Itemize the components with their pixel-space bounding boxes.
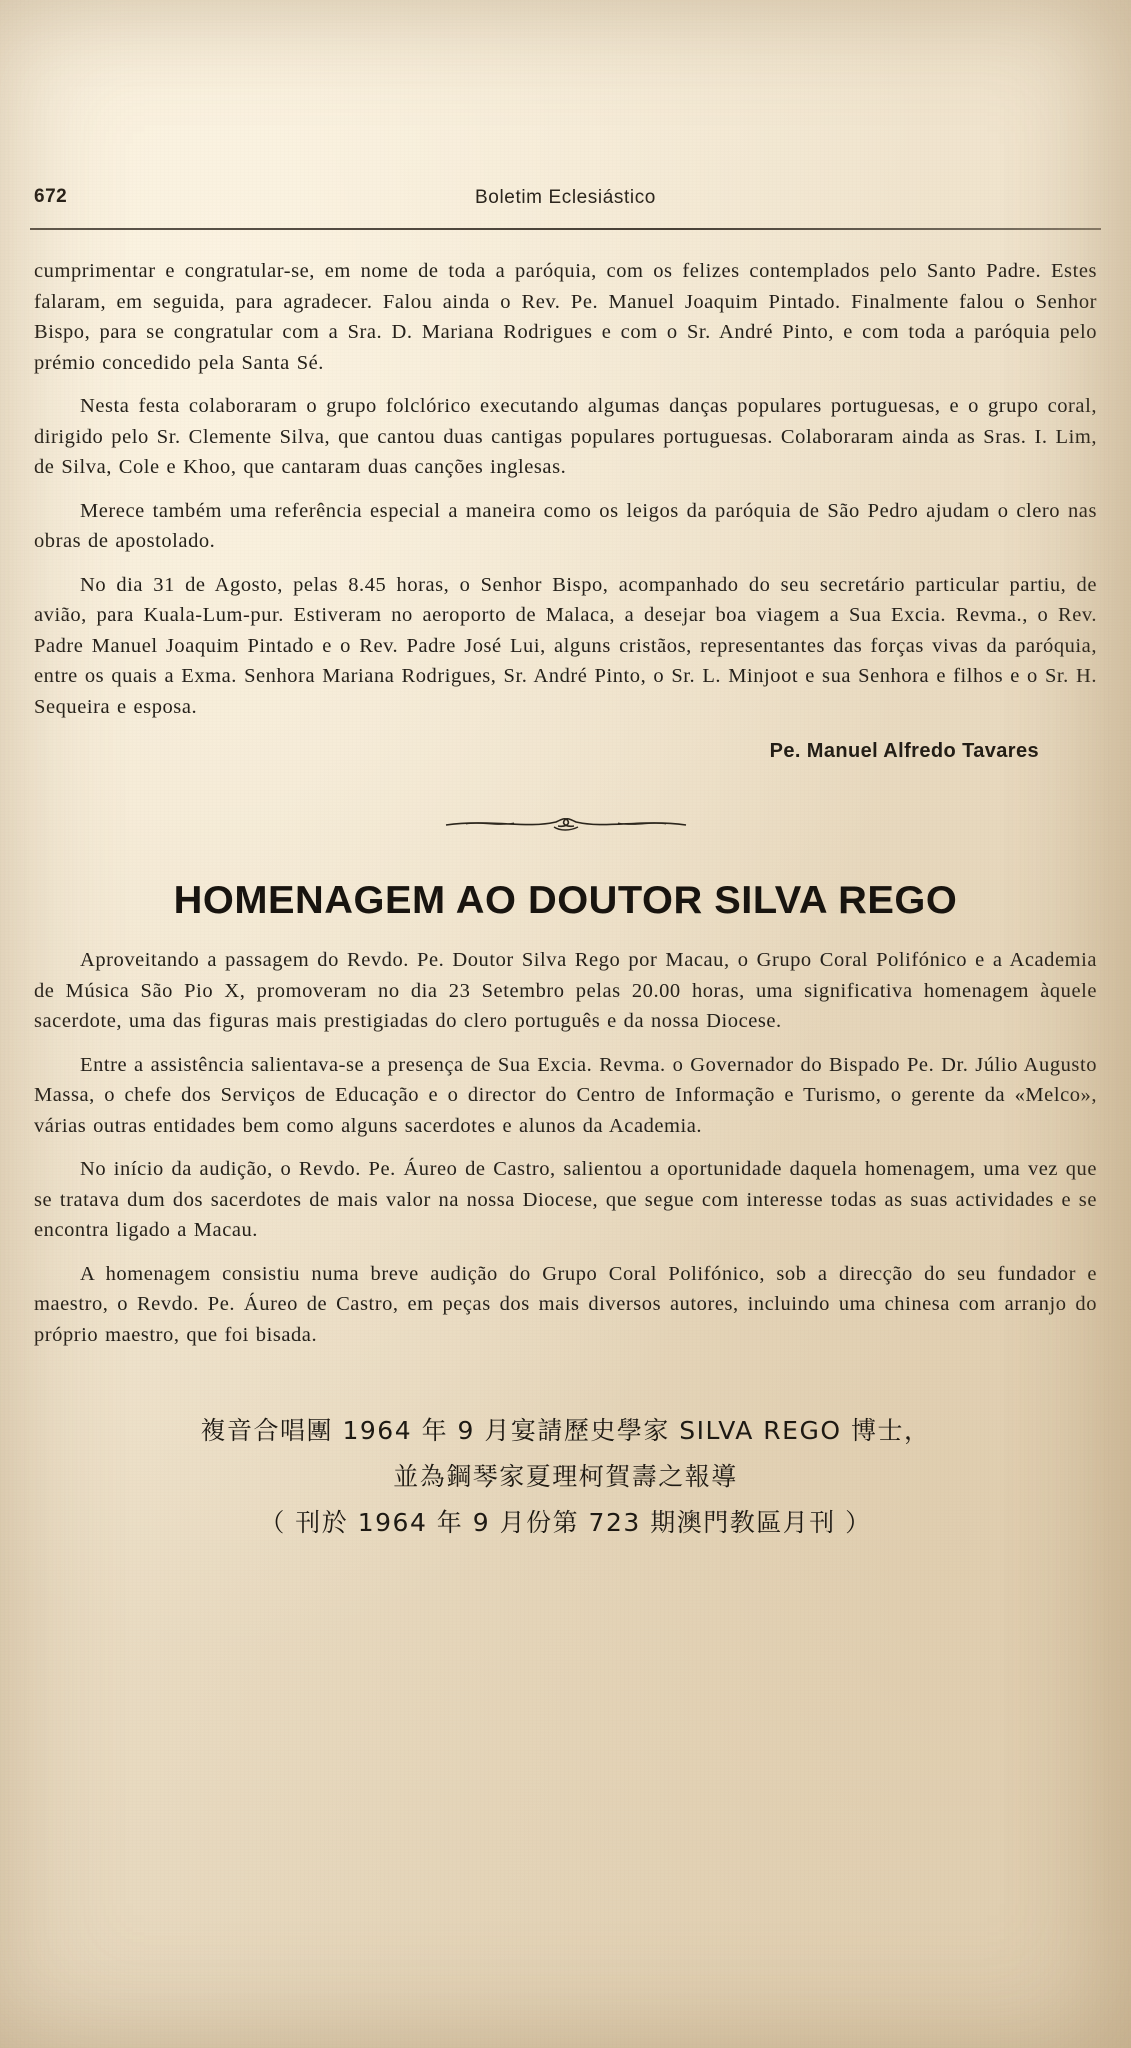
- article-signature: Pe. Manuel Alfredo Tavares: [769, 740, 1039, 762]
- header-rule: [30, 228, 1101, 230]
- running-title: Boletim Eclesiástico: [475, 187, 656, 208]
- paragraph: Nesta festa colaboraram o grupo folclórico executando algumas danças populares portuguesas, e o grupo coral, dirigido pelo Sr. Clemente Silva, que cantou duas cantigas populares portuguesas. Colaboraram ainda as Sras. I. Lim, de Silva, Cole e Khoo, que cantaram duas canções inglesas.: [34, 395, 1097, 478]
- chinese-caption: [0, 1408, 1131, 1546]
- article-one-body: [34, 256, 1097, 763]
- paragraph: Entre a assistência salientava-se a presença de Sua Excia. Revma. o Governador do Bispado Pe. Dr. Júlio Augusto Massa, o chefe dos Serviços de Educação e o director do Centro de Informação e Turismo, o gerente da «Melco», várias outras entidades bem como alguns sacerdotes e alunos da Academia.: [34, 1053, 1097, 1137]
- running-head: [34, 186, 1097, 220]
- paragraph: cumprimentar e congratular-se, em nome de toda a paróquia, com os felizes contemplados pelo Santo Padre. Estes falaram, em seguida, para agradecer. Falou ainda o Rev. Pe. Manuel Joaquim Pintado. Finalmente falou o Senhor Bispo, para se congratular com a Sra. D. Mariana Rodrigues e com o Sr. André Pinto, e com toda a paróquia pelo prémio concedido pela Santa Sé.: [34, 260, 1097, 374]
- paragraph: A homenagem consistiu numa breve audição do Grupo Coral Polifónico, sob a direcção do seu fundador e maestro, o Revdo. Pe. Áureo de Castro, em peças dos mais diversos autores, incluindo uma chinesa com arranjo do próprio maestro, que foi bisada.: [34, 1262, 1097, 1346]
- caption-line-1: 複音合唱團 1964 年 9 月宴請歷史學家 SILVA REGO 博士，: [200, 1416, 931, 1445]
- paragraph: Aproveitando a passagem do Revdo. Pe. Doutor Silva Rego por Macau, o Grupo Coral Polifónico e a Academia de Música São Pio X, promoveram no dia 23 Setembro pelas 20.00 horas, uma significativa homenagem àquele sacerdote, uma das figuras mais prestigiadas do clero português e da nossa Diocese.: [34, 949, 1097, 1032]
- paragraph: No início da audição, o Revdo. Pe. Áureo de Castro, salientou a oportunidade daquela homenagem, uma vez que se tratava dum dos sacerdotes de mais valor na nossa Diocese, que segue com interesse todas as suas actividades e se encontra ligado a Macau.: [34, 1158, 1097, 1241]
- article-title: HOMENAGEM AO DOUTOR SILVA REGO: [173, 879, 958, 922]
- paragraph: Merece também uma referência especial a maneira como os leigos da paróquia de São Pedro ajudam o clero nas obras de apostolado.: [34, 499, 1097, 552]
- caption-line-2: 並為鋼琴家夏理柯賀壽之報導: [393, 1462, 738, 1491]
- page-number: 672: [34, 186, 68, 207]
- caption-line-3: （ 刊於 1964 年 9 月份第 723 期澳門教區月刊 ）: [259, 1508, 872, 1537]
- paragraph: No dia 31 de Agosto, pelas 8.45 horas, o Senhor Bispo, acompanhado do seu secretário particular partiu, de avião, para Kuala-Lum-pur. Estiveram no aeroporto de Malaca, a desejar boa viagem a Sua Excia. Revma., o Rev. Padre Manuel Joaquim Pintado e o Rev. Padre José Lui, alguns cristãos, representantes das forças vivas da paróquia, entre os quais a Exma. Senhora Mariana Rodrigues, Sr. André Pinto, o Sr. L. Minjoot e sua Senhora e filhos e o Sr. H. Sequeira e esposa.: [34, 573, 1097, 718]
- article-two-body: [34, 945, 1097, 1350]
- ornament-divider-icon: [436, 807, 696, 841]
